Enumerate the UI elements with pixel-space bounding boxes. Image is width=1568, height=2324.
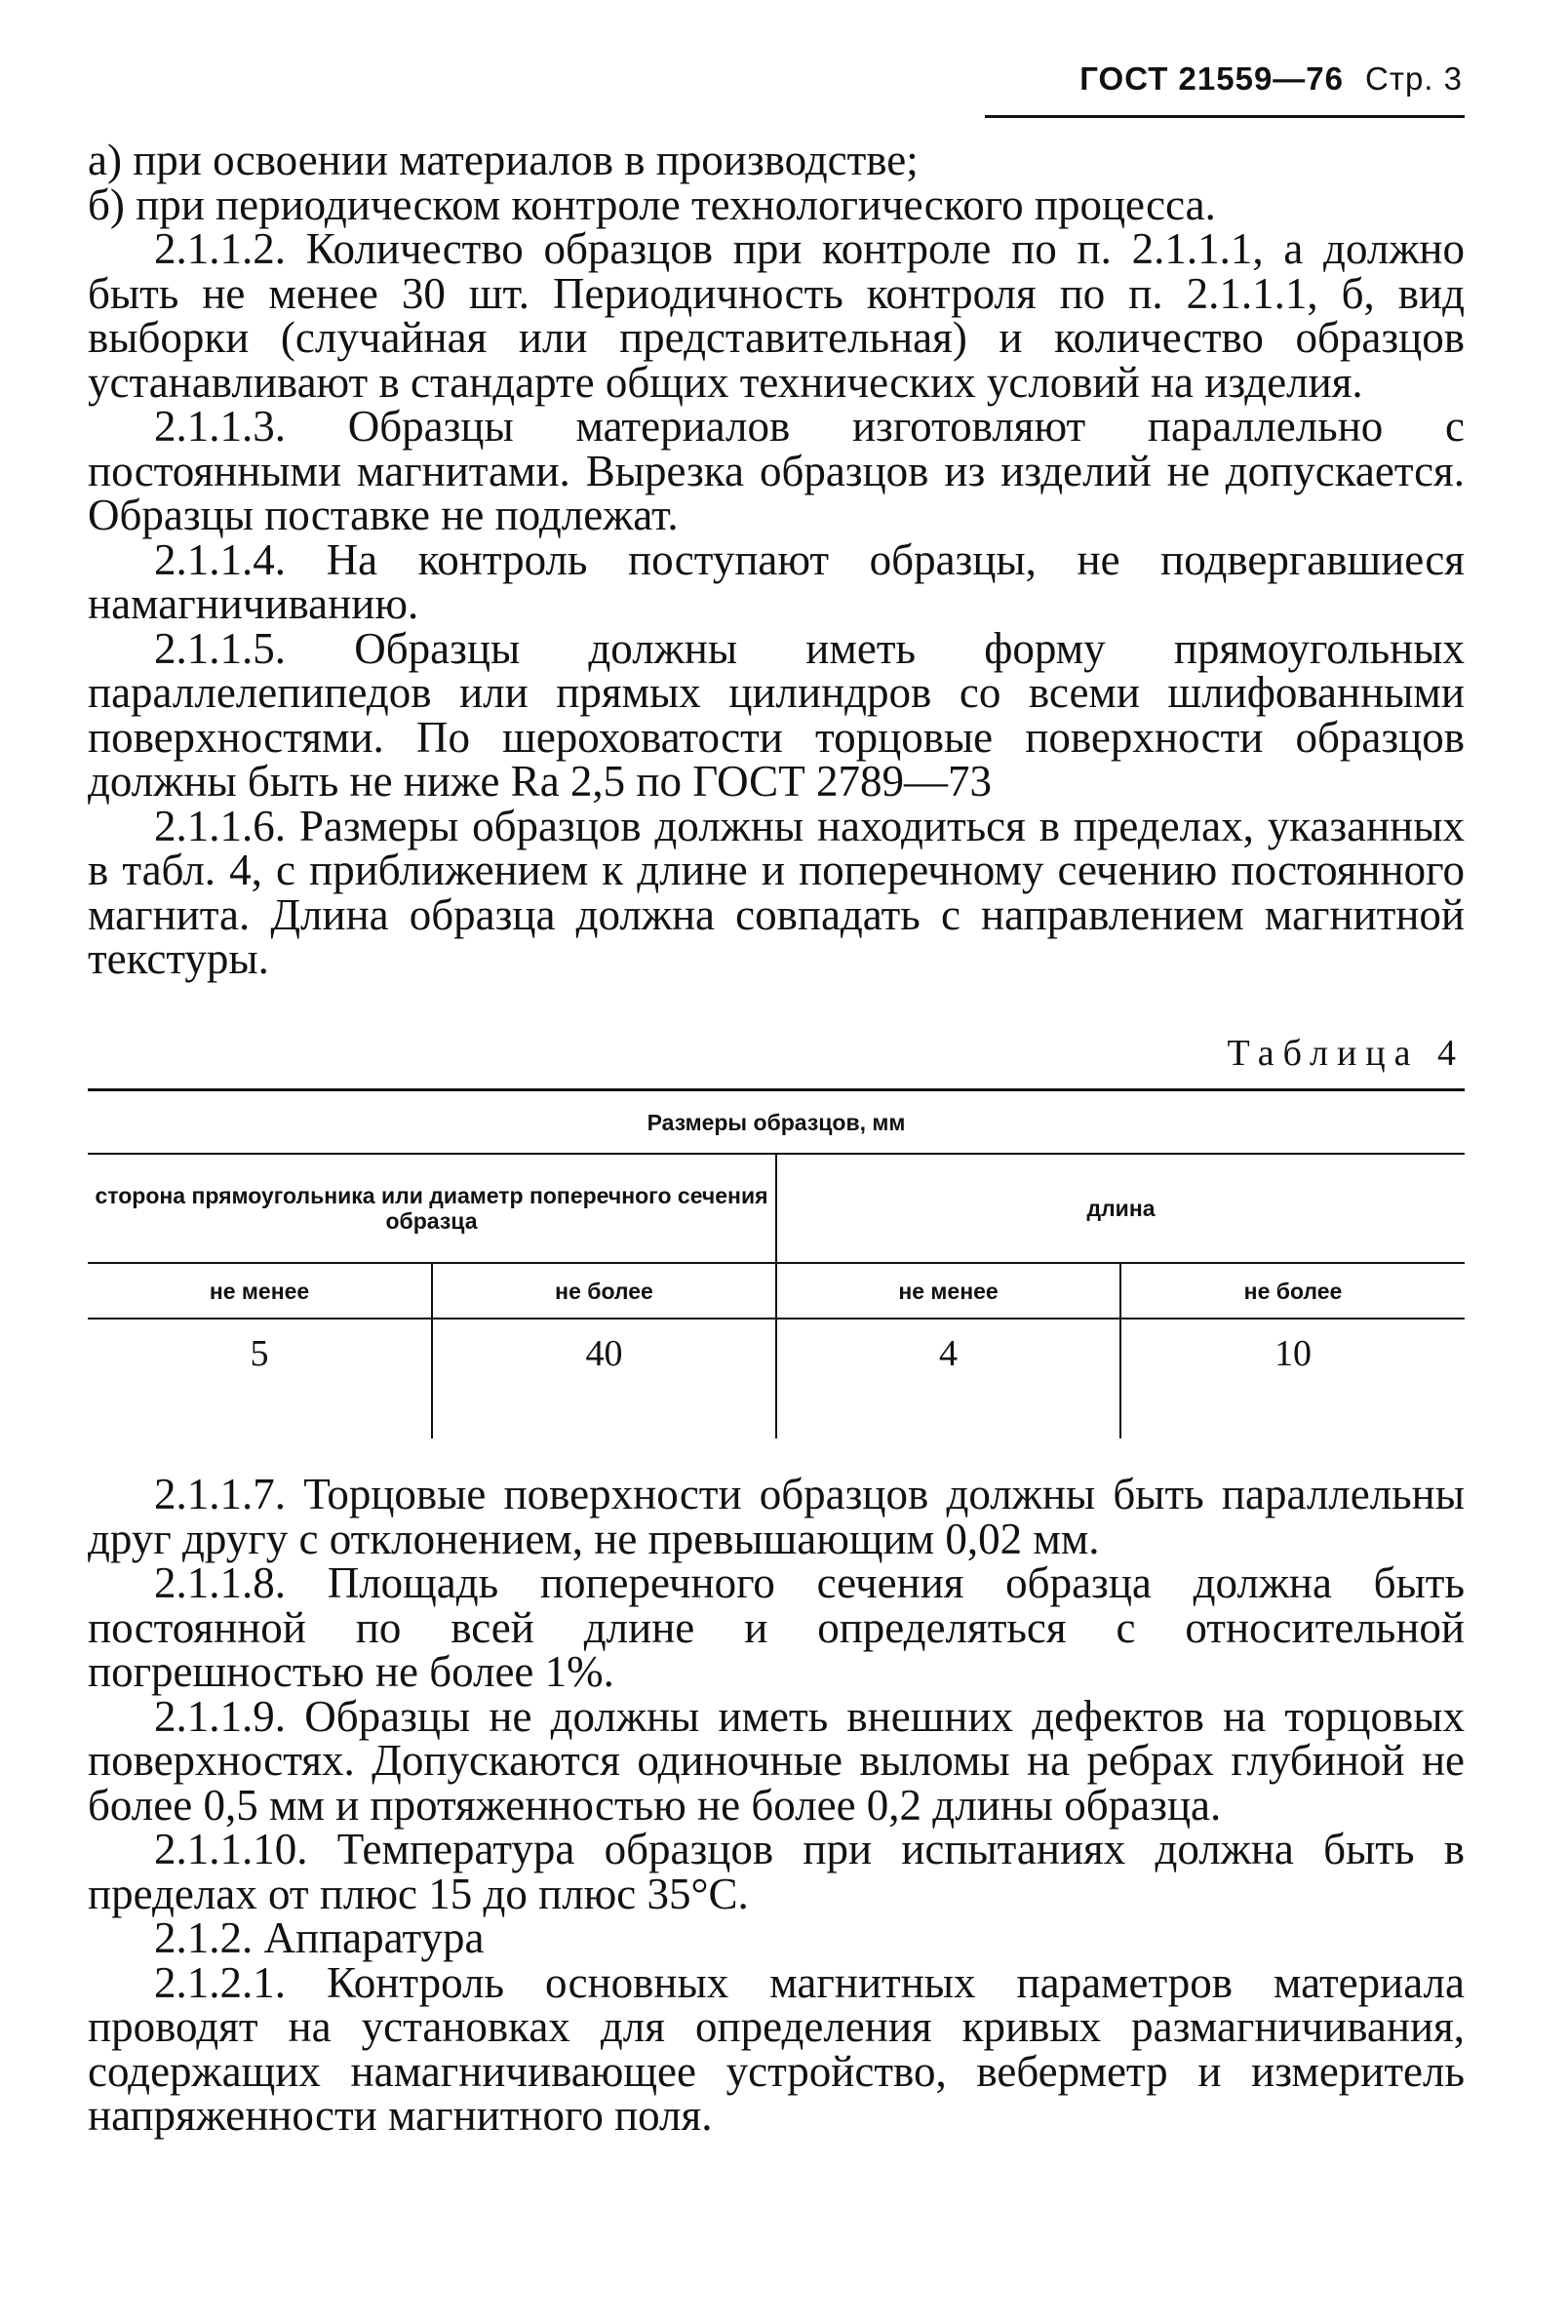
paragraph: 2.1.2.1. Контроль основных магнитных параметров материала проводят на установках для определения кривых размагничивания, содержащих намагничивающее устройство, веберметр и измеритель напряженности магнитного поля. xyxy=(88,1957,1465,2140)
table-cell: 4 xyxy=(776,1319,1120,1438)
paragraph: а) при освоении материалов в производстве; xyxy=(88,136,919,184)
table-cell: 40 xyxy=(432,1319,776,1438)
paragraph: 2.1.1.7. Торцовые поверхности образцов должны быть параллельны друг другу с отклонением, не превышающим 0,02 мм. xyxy=(88,1470,1465,1563)
page-header xyxy=(88,60,1463,98)
paragraph: 2.1.2. Аппаратура xyxy=(154,1913,485,1962)
paragraph: 2.1.1.5. Образцы должны иметь форму прямоугольных параллелепипедов или прямых цилиндров со всеми шлифованными поверхностями. По шероховатости торцовые поверхности образцов должны быть не ниже Ra 2,5 по ГОСТ 2789—73 xyxy=(88,623,1465,806)
col-header-min: не менее xyxy=(776,1263,1120,1319)
col-header-max: не более xyxy=(432,1263,776,1319)
page-number: Стр. 3 xyxy=(1365,60,1463,97)
col-header-min: не менее xyxy=(88,1263,432,1319)
text-block-bottom xyxy=(88,1470,1465,2140)
group-header-side: сторона прямоугольника или диаметр поперечного сечения образца xyxy=(88,1154,776,1263)
paragraph: 2.1.1.6. Размеры образцов должны находиться в пределах, указанных в табл. 4, с приближением к длине и поперечному сечению постоянного магнита. Длина образца должна совпадать с направлением магнитной текстуры. xyxy=(88,801,1465,983)
table-cell: 10 xyxy=(1274,1333,1312,1374)
standard-code: ГОСТ 21559—76 xyxy=(1079,60,1344,97)
paragraph: 2.1.1.3. Образцы материалов изготовляют параллельно с постоянными магнитами. Вырезка образцов из изделий не допускается. Образцы поставке не подлежат. xyxy=(88,402,1465,539)
table-title: Размеры образцов, мм xyxy=(88,1090,1465,1155)
paragraph: 2.1.1.2. Количество образцов при контроле по п. 2.1.1.1, а должно быть не менее 30 шт. Периодичность контроля по п. 2.1.1.1, б, вид выборки (случайная или представительная) и количество образцов устанавливают в стандарте общих технических условий на изделия. xyxy=(88,224,1465,407)
header-rule xyxy=(985,115,1465,118)
paragraph: 2.1.1.8. Площадь поперечного сечения образца должна быть постоянной по всей длине и определяться с относительной погрешностью не более 1%. xyxy=(88,1558,1465,1696)
paragraph: 2.1.1.10. Температура образцов при испытаниях должна быть в пределах от плюс 15 до плюс 35°С. xyxy=(88,1825,1465,1918)
text-block-top xyxy=(88,138,1465,982)
paragraph: 2.1.1.9. Образцы не должны иметь внешних дефектов на торцовых поверхностях. Допускаются одиночные выломы на ребрах глубиной не более 0,5 мм и протяженностью не более 0,2 длины образца. xyxy=(88,1691,1465,1830)
col-header-max: не более xyxy=(1120,1263,1465,1319)
sample-size-table xyxy=(88,1088,1465,1438)
paragraph: 2.1.1.4. На контроль поступают образцы, не подвергавшиеся намагничиванию. xyxy=(88,534,1465,628)
table-caption: Таблица 4 xyxy=(1227,1033,1465,1074)
paragraph: б) при периодическом контроле технологического процесса. xyxy=(88,179,1216,229)
table-cell: 5 xyxy=(88,1319,432,1438)
group-header-length: длина xyxy=(776,1154,1465,1263)
